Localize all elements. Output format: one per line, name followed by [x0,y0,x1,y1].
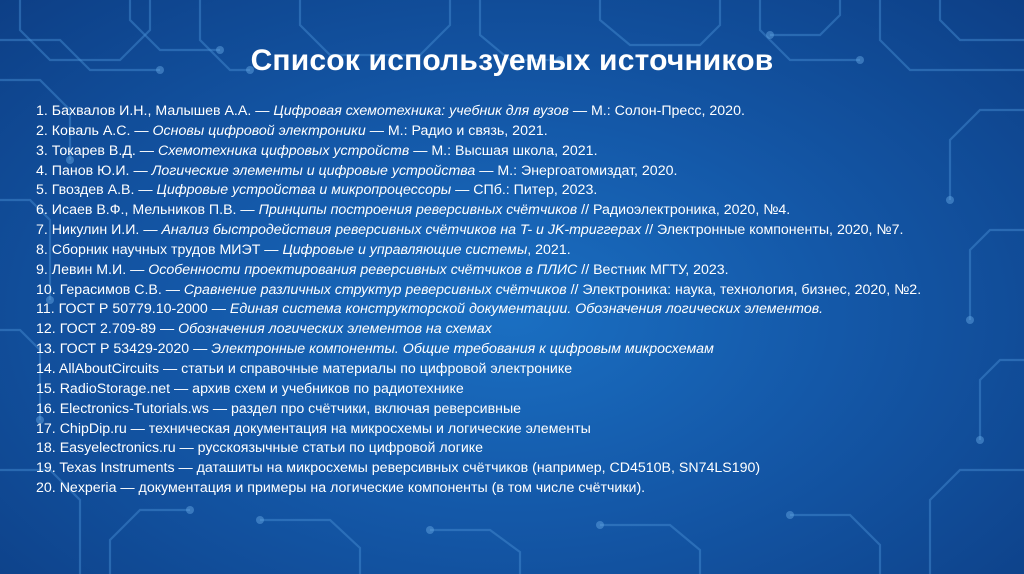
reference-item [36,122,996,142]
reference-author: ГОСТ Р 50779.10-2000 — [58,301,226,318]
reference-publisher: — СПб.: Питер, 2023. [455,182,598,199]
reference-number: 12. [36,321,56,338]
reference-title: Цифровая схемотехника: учебник для вузов [273,103,569,119]
reference-title: Логические элементы и цифровые устройства [151,162,476,179]
reference-number: 8. [36,241,48,258]
reference-item [36,261,996,281]
reference-publisher: , 2021. [527,241,571,258]
reference-number: 3. [36,142,48,159]
reference-item [36,162,996,182]
references-list [36,102,996,499]
reference-publisher: — М.: Солон-Пресс, 2020. [572,103,745,119]
reference-item [36,459,996,479]
reference-item [36,420,996,440]
reference-publisher: // Вестник МГТУ, 2023. [581,261,729,278]
reference-author: Никулин И.И. — [51,222,158,239]
reference-publisher: — М.: Высшая школа, 2021. [413,142,598,159]
reference-number: 6. [36,202,48,219]
reference-author: AllAboutCircuits — статьи и справочные материалы по цифровой электронике [58,360,573,377]
reference-number: 11. [36,301,55,318]
reference-item [36,380,996,400]
reference-author: Easyelectronics.ru — русскоязычные статьи по цифровой логике [59,440,484,457]
reference-title: Основы цифровой электроники [152,122,366,139]
reference-item [36,320,996,340]
reference-author: Панов Ю.И. — [51,162,148,179]
reference-number: 15. [36,380,56,397]
reference-number: 16. [36,400,56,417]
reference-publisher: // Электроника: наука, технология, бизнес, 2020, №2. [570,281,922,298]
reference-author: ГОСТ 2.709-89 — [59,321,175,338]
reference-title: Цифровые устройства и микропроцессоры [156,182,452,199]
reference-item [36,102,996,122]
reference-number: 5. [36,182,48,199]
reference-author: Сборник научных трудов МИЭТ — [51,241,279,258]
reference-title: Принципы построения реверсивных счётчиков [258,202,578,219]
reference-author: Гвоздев А.В. — [51,182,153,199]
reference-publisher: — М.: Энергоатомиздат, 2020. [479,162,678,179]
reference-publisher: — М.: Радио и связь, 2021. [369,122,548,139]
reference-number: 7. [36,222,48,239]
reference-item [36,400,996,420]
reference-item [36,142,996,162]
reference-number: 17. [36,420,56,437]
page-title: Список используемых источников [250,44,774,77]
reference-author: Electronics-Tutorials.ws — раздел про счётчики, включая реверсивные [59,400,522,417]
reference-item [36,340,996,360]
reference-item [36,181,996,201]
reference-title: Электронные компоненты. Общие требования к цифровым микросхемам [211,341,714,358]
reference-author: Texas Instruments — даташиты на микросхемы реверсивных счётчиков (например, CD4510B, SN74LS190) [59,460,761,477]
reference-number: 14. [36,360,56,377]
reference-number: 13. [36,341,56,358]
reference-author: Бахвалов И.Н., Малышев А.А. — [51,103,270,119]
reference-number: 4. [36,162,48,179]
reference-title: Единая система конструкторской документации. Обозначения логических элементов. [229,301,824,318]
reference-publisher: // Электронные компоненты, 2020, №7. [645,222,904,239]
reference-item [36,241,996,261]
reference-item [36,360,996,380]
reference-item [36,201,996,221]
reference-number: 19. [36,460,56,477]
reference-item [36,281,996,301]
reference-number: 20. [36,480,56,497]
reference-item [36,439,996,459]
reference-item [36,300,996,320]
reference-author: Токарев В.Д. — [51,142,154,159]
reference-publisher: // Радиоэлектроника, 2020, №4. [581,202,791,219]
reference-number: 1. [36,103,48,119]
reference-title: Сравнение различных структур реверсивных счётчиков [183,281,567,298]
reference-title: Цифровые и управляющие системы [282,241,528,258]
reference-author: Герасимов С.В. — [59,281,180,298]
reference-author: ChipDip.ru — техническая документация на микросхемы и логические элементы [59,420,591,437]
reference-title: Схемотехника цифровых устройств [157,142,410,159]
reference-author: Nexperia — документация и примеры на логические компоненты (в том числе счётчики). [59,480,646,497]
reference-title: Особенности проектирования реверсивных счётчиков в ПЛИС [148,261,578,278]
reference-author: Исаев В.Ф., Мельников П.В. — [51,202,255,219]
reference-author: ГОСТ Р 53429-2020 — [59,341,208,358]
reference-title: Анализ быстродействия реверсивных счётчиков на T- и JK-триггерах [161,222,642,239]
reference-author: RadioStorage.net — архив схем и учебников по радиотехнике [59,380,464,397]
reference-number: 10. [36,281,56,298]
reference-author: Коваль А.С. — [51,122,149,139]
reference-number: 2. [36,122,48,139]
reference-item [36,221,996,241]
reference-item [36,479,996,499]
reference-title: Обозначения логических элементов на схемах [178,321,492,338]
reference-number: 9. [36,261,48,278]
reference-author: Левин М.И. — [51,261,145,278]
reference-number: 18. [36,440,56,457]
